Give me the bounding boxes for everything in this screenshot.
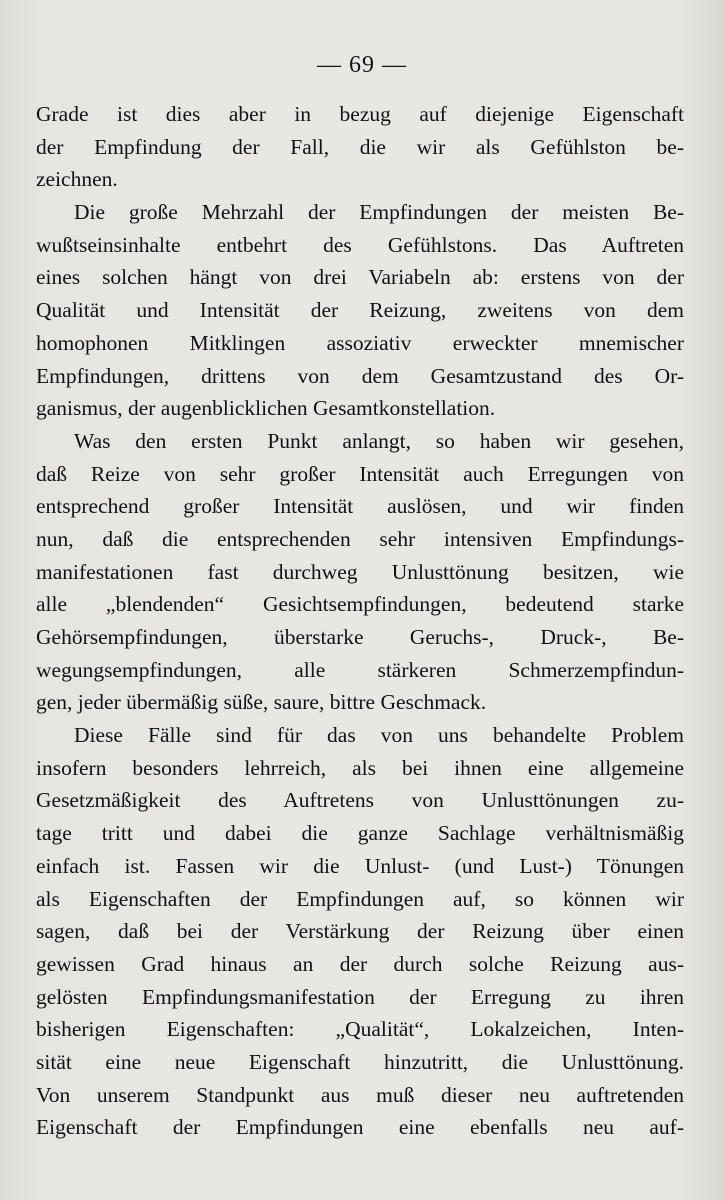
text-line: ganismus, der augenblicklichen Gesamtkonstellation. — [36, 396, 496, 421]
text-line: nun, daß die entsprechenden sehr intensiven Empfindungs- — [36, 526, 684, 551]
text-line: homophonen Mitklingen assoziativ erweckter mnemischer — [36, 330, 684, 355]
text-line: sagen, daß bei der Verstärkung der Reizung über einen — [36, 919, 684, 944]
text-line: als Eigenschaften der Empfindungen auf, so können wir — [36, 886, 684, 911]
text-line: sität eine neue Eigenschaft hinzutritt, die Unlusttönung. — [36, 1049, 684, 1074]
text-line: daß Reize von sehr großer Intensität auch Erregungen von — [36, 461, 684, 486]
text-line: wußtseinsinhalte entbehrt des Gefühlstons. Das Auftreten — [36, 232, 684, 257]
text-line: Von unserem Standpunkt aus muß dieser neu auftretenden — [36, 1082, 684, 1107]
text-line: wegungsempfindungen, alle stärkeren Schmerzempfindun- — [36, 657, 684, 682]
text-line: manifestationen fast durchweg Unlusttönung besitzen, wie — [36, 559, 684, 584]
text-line: gen, jeder übermäßig süße, saure, bittre Geschmack. — [36, 690, 487, 715]
text-line: gelösten Empfindungsmanifestation der Erregung zu ihren — [36, 984, 684, 1009]
body-text — [36, 98, 684, 1144]
text-line: tage tritt und dabei die ganze Sachlage verhältnismäßig — [36, 821, 684, 846]
text-line: Die große Mehrzahl der Empfindungen der meisten Be- — [74, 200, 684, 225]
text-line: Gesetzmäßigkeit des Auftretens von Unlusttönungen zu- — [36, 788, 684, 813]
text-line: bisherigen Eigenschaften: „Qualität“, Lokalzeichen, Inten- — [36, 1017, 684, 1042]
text-line: Eigenschaft der Empfindungen eine ebenfalls neu auf- — [36, 1115, 684, 1140]
text-line: Grade ist dies aber in bezug auf diejenige Eigenschaft — [36, 102, 684, 126]
text-line: Diese Fälle sind für das von uns behandelte Problem — [74, 723, 684, 748]
text-line: gewissen Grad hinaus an der durch solche Reizung aus- — [36, 951, 684, 976]
text-line: Gehörsempfindungen, überstarke Geruchs-, Druck-, Be- — [36, 625, 684, 649]
text-line: einfach ist. Fassen wir die Unlust- (und Lust-) Tönungen — [36, 853, 684, 878]
text-line: eines solchen hängt von drei Variabeln ab: erstens von der — [36, 265, 684, 290]
page-number: — 69 — — [317, 52, 407, 78]
text-line: Was den ersten Punkt anlangt, so haben wir gesehen, — [74, 428, 684, 453]
text-line: insofern besonders lehrreich, als bei ihnen eine allgemeine — [36, 755, 684, 780]
text-line: der Empfindung der Fall, die wir als Gefühlston be- — [36, 134, 684, 159]
text-line: Qualität und Intensität der Reizung, zweitens von dem — [36, 298, 684, 323]
text-line: entsprechend großer Intensität auslösen, und wir finden — [36, 494, 684, 519]
text-line: alle „blendenden“ Gesichtsempfindungen, bedeutend starke — [36, 592, 684, 617]
text-line: zeichnen. — [36, 167, 118, 192]
text-line: Empfindungen, drittens von dem Gesamtzustand des Or- — [36, 363, 684, 388]
